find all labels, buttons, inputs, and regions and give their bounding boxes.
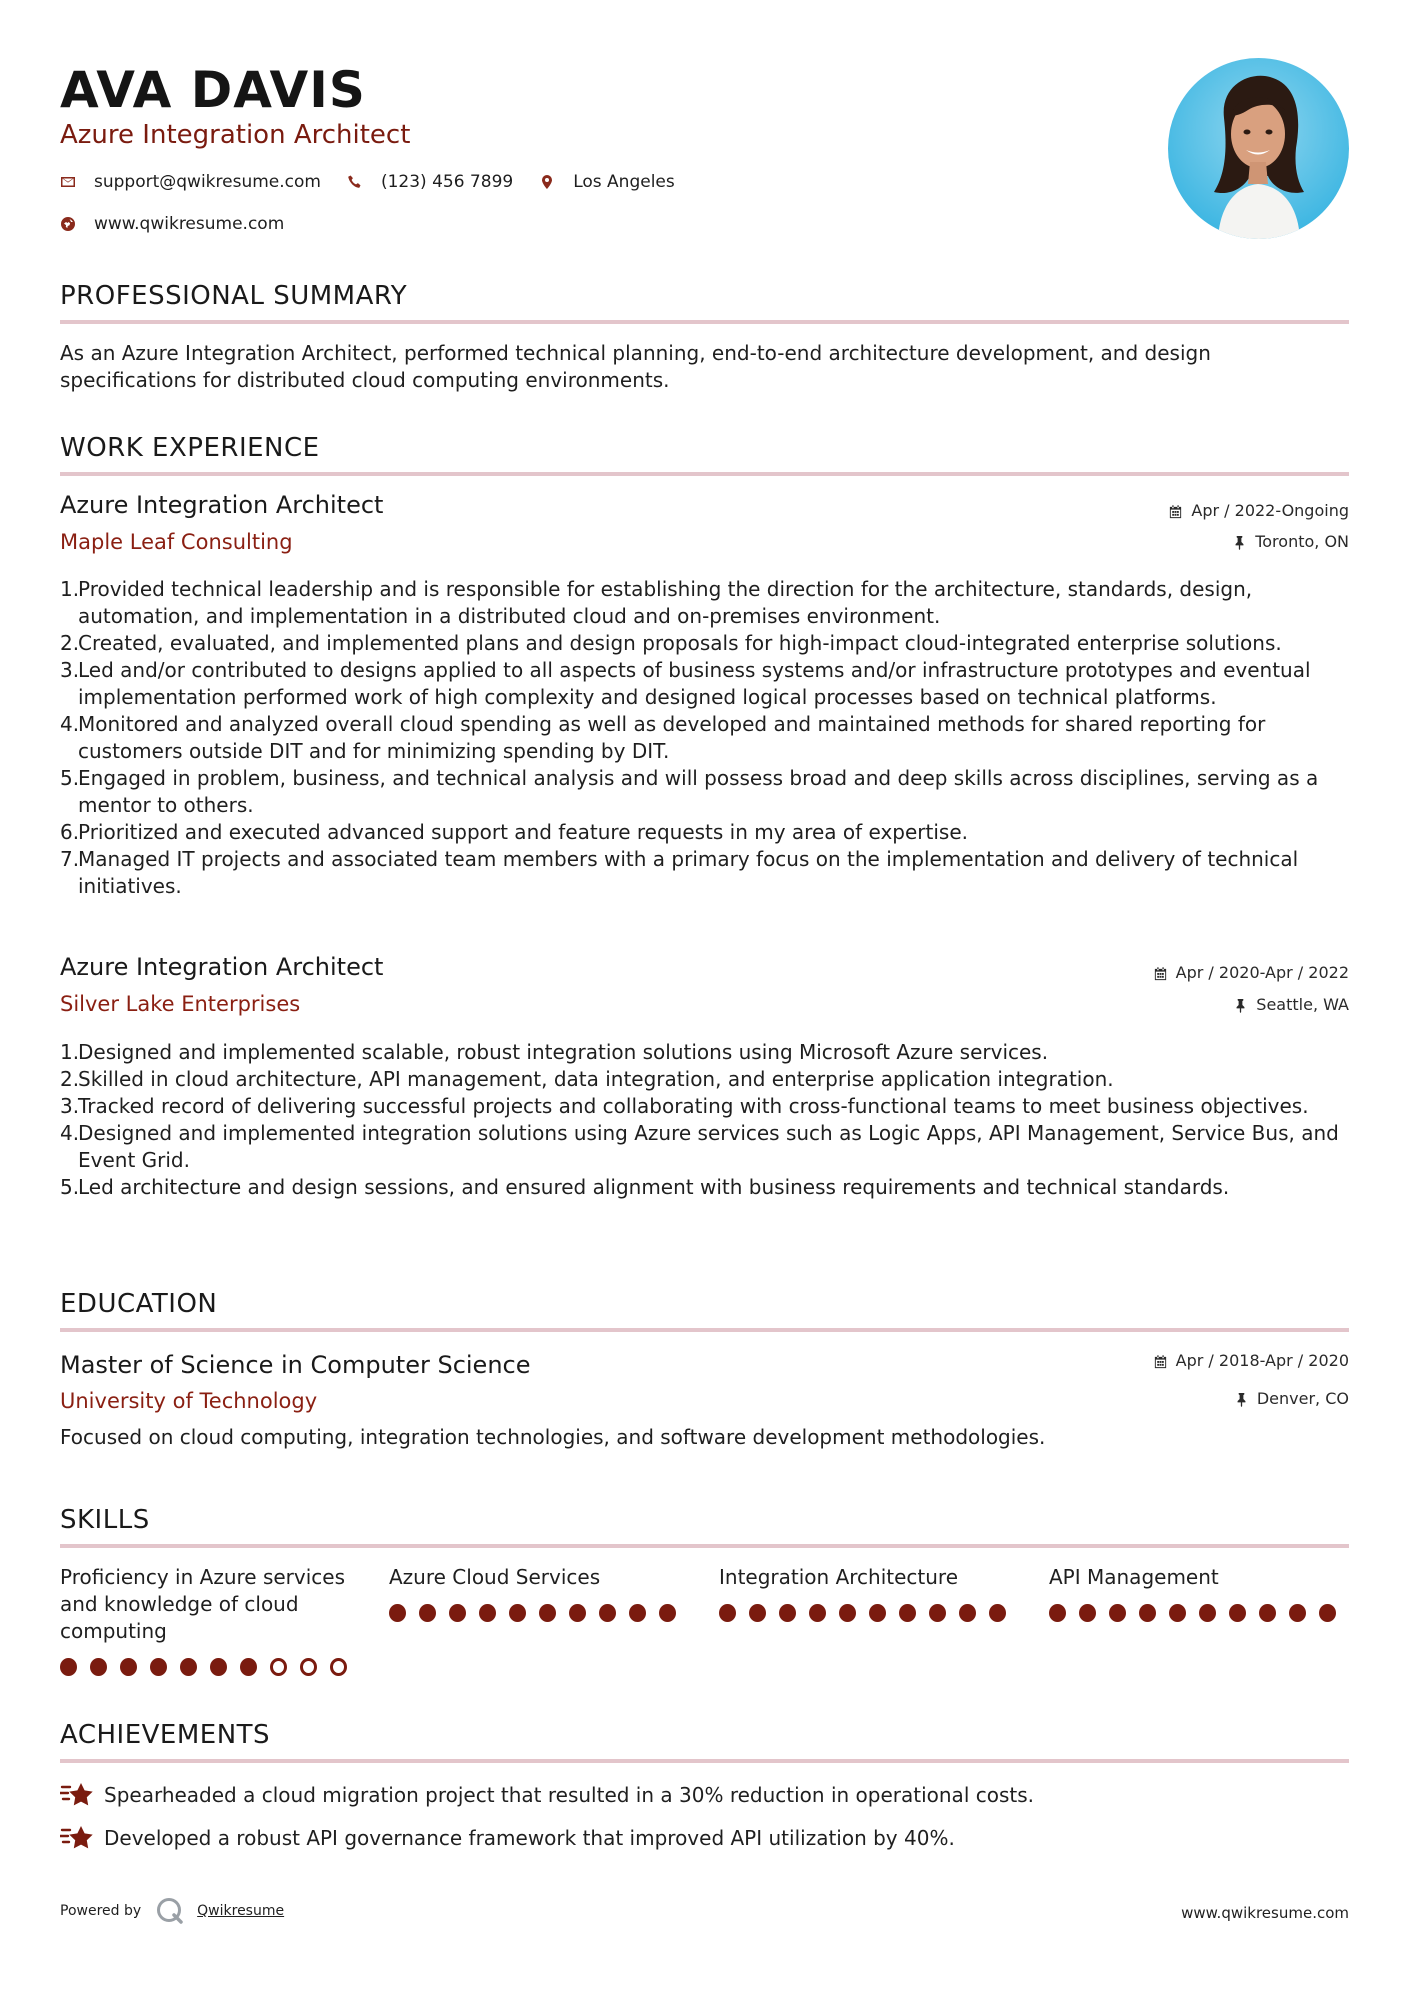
achievements-heading: ACHIEVEMENTS [60,1720,271,1750]
education-heading: EDUCATION [60,1289,218,1319]
skill-3-rating [719,1604,1019,1622]
calendar-icon [1153,1354,1168,1369]
pushpin-icon [1233,998,1248,1013]
rating-dot-filled [1319,1604,1336,1622]
education-divider [60,1328,1349,1332]
rating-dot-filled [479,1604,496,1622]
job-1-title: Azure Integration Architect [60,491,384,519]
rating-dot-filled [1169,1604,1186,1622]
skill-3 [719,1564,1019,1622]
rating-dot-filled [449,1604,466,1622]
rating-dot-filled [569,1604,586,1622]
contact-row-secondary [60,211,310,237]
job-2-location-text: Seattle, WA [1256,995,1349,1014]
rating-dot-filled [659,1604,676,1622]
calendar-icon [1168,504,1183,519]
profile-photo [1168,58,1349,239]
rating-dot-filled [60,1658,77,1676]
job-1-company: Maple Leaf Consulting [60,530,293,554]
education-location-text: Denver, CO [1256,1389,1349,1408]
rating-dot-filled [1109,1604,1126,1622]
list-item: Designed and implemented scalable, robust integration solutions using Microsoft Azure services. [78,1040,1049,1064]
mail-icon [60,174,76,190]
list-item: Tracked record of delivering successful projects and collaborating with cross-functional teams to meet business objectives. [78,1094,1309,1118]
rating-dot-filled [959,1604,976,1622]
candidate-role: Azure Integration Architect [60,120,411,150]
job-2-dates-text: Apr / 2020-Apr / 2022 [1175,963,1349,982]
skills-heading: SKILLS [60,1505,150,1535]
phone-text: (123) 456 7899 [380,172,514,192]
globe-icon [60,216,76,232]
qwikresume-logo-icon [155,1896,185,1926]
job-2-bullets [60,1039,1367,1201]
rating-dot-filled [719,1604,736,1622]
rating-dot-filled [120,1658,137,1676]
education-location [1234,1388,1349,1410]
list-item: Created, evaluated, and implemented plans and design proposals for high-impact cloud-integrated enterprise solutions. [78,631,1282,655]
summary-heading: PROFESSIONAL SUMMARY [60,281,408,311]
rating-dot-filled [989,1604,1006,1622]
rating-dot-filled [629,1604,646,1622]
rating-dot-filled [749,1604,766,1622]
footer-brand-link[interactable]: Qwikresume [197,1903,285,1919]
list-item: Led architecture and design sessions, and ensured alignment with business requirements and technical standards. [78,1175,1230,1199]
skills-divider [60,1544,1349,1548]
rating-dot-filled [150,1658,167,1676]
job-2-location [1233,994,1349,1016]
star-award-icon [60,1824,94,1852]
list-item: Skilled in cloud architecture, API management, data integration, and enterprise application integration. [78,1067,1114,1091]
rating-dot-filled [419,1604,436,1622]
skill-4 [1049,1564,1349,1622]
powered-by-label: Powered by [60,1903,142,1919]
list-item: Engaged in problem, business, and technical analysis and will possess broad and deep skills across disciplines, serving as a mentor to others. [78,766,1319,817]
rating-dot-empty [270,1658,287,1676]
rating-dot-filled [809,1604,826,1622]
summary-text: As an Azure Integration Architect, performed technical planning, end-to-end architecture development, and design specifications for distributed cloud computing environments. [60,341,1211,392]
rating-dot-filled [1289,1604,1306,1622]
rating-dot-filled [599,1604,616,1622]
star-award-icon [60,1781,94,1809]
skill-2 [389,1564,689,1622]
skill-1 [60,1564,360,1676]
rating-dot-filled [1199,1604,1216,1622]
rating-dot-filled [1049,1604,1066,1622]
avatar [1168,58,1349,239]
footer-powered-by [60,1896,284,1926]
job-1-location [1232,531,1349,553]
summary-divider [60,320,1349,324]
email-text: support@qwikresume.com [94,172,321,192]
candidate-name: AVA DAVIS [60,61,366,119]
achievement-2 [60,1824,955,1852]
rating-dot-filled [1079,1604,1096,1622]
phone-icon [347,174,363,190]
location-text: Los Angeles [573,172,675,192]
achievement-1-text: Spearheaded a cloud migration project that resulted in a 30% reduction in operational costs. [104,1782,1034,1807]
footer-url[interactable]: www.qwikresume.com [1181,1904,1349,1922]
education-degree: Master of Science in Computer Science [60,1351,531,1379]
list-item: Prioritized and executed advanced support and feature requests in my area of expertise. [78,820,969,844]
skill-1-label: Proficiency in Azure services and knowledge of cloud computing [60,1565,345,1643]
rating-dot-filled [839,1604,856,1622]
rating-dot-filled [180,1658,197,1676]
rating-dot-filled [929,1604,946,1622]
rating-dot-filled [389,1604,406,1622]
rating-dot-filled [240,1658,257,1676]
skill-2-label: Azure Cloud Services [389,1565,601,1589]
contact-row-primary [60,169,701,195]
skill-4-rating [1049,1604,1349,1622]
rating-dot-filled [1229,1604,1246,1622]
education-description: Focused on cloud computing, integration technologies, and software development methodologies. [60,1425,1046,1449]
pushpin-icon [1234,1392,1249,1407]
rating-dot-filled [210,1658,227,1676]
contact-location [539,172,675,192]
contact-email[interactable] [60,172,321,192]
achievement-2-text: Developed a robust API governance framework that improved API utilization by 40%. [104,1825,955,1850]
skill-1-rating [60,1658,360,1676]
achievement-1 [60,1781,1034,1809]
list-item: Provided technical leadership and is responsible for establishing the direction for the architecture, standards, design, automation, and implementation in a distributed cloud and on-premises environment. [78,577,1253,628]
website-text: www.qwikresume.com [94,214,285,234]
list-item: Monitored and analyzed overall cloud spending as well as developed and maintained methods for shared reporting for customers outside DIT and for minimizing spending by DIT. [78,712,1266,763]
job-2-company: Silver Lake Enterprises [60,992,301,1016]
job-1-bullets [60,576,1367,900]
rating-dot-filled [899,1604,916,1622]
pushpin-icon [1232,535,1247,550]
education-dates [1153,1350,1349,1372]
rating-dot-filled [509,1604,526,1622]
rating-dot-empty [330,1658,347,1676]
rating-dot-filled [1259,1604,1276,1622]
achievements-divider [60,1759,1349,1763]
experience-divider [60,472,1349,476]
skill-2-rating [389,1604,689,1622]
rating-dot-filled [90,1658,107,1676]
education-school: University of Technology [60,1389,318,1413]
skill-3-label: Integration Architecture [719,1565,959,1589]
calendar-icon [1153,966,1168,981]
list-item: Led and/or contributed to designs applied to all aspects of business systems and/or infrastructure prototypes and eventual implementation performed work of high complexity and designed logical processes based on technical platforms. [78,658,1311,709]
rating-dot-filled [779,1604,796,1622]
experience-heading: WORK EXPERIENCE [60,433,320,463]
rating-dot-filled [869,1604,886,1622]
contact-phone[interactable] [347,172,513,192]
rating-dot-filled [1139,1604,1156,1622]
contact-website[interactable] [60,214,284,234]
location-pin-icon [539,174,555,190]
job-1-dates [1168,500,1349,522]
job-1-location-text: Toronto, ON [1255,532,1349,551]
rating-dot-filled [539,1604,556,1622]
rating-dot-empty [300,1658,317,1676]
list-item: Managed IT projects and associated team members with a primary focus on the implementation and delivery of technical initiatives. [78,847,1299,898]
list-item: Designed and implemented integration solutions using Azure services such as Logic Apps, API Management, Service Bus, and Event Grid. [78,1121,1339,1172]
job-2-title: Azure Integration Architect [60,953,384,981]
skill-4-label: API Management [1049,1565,1219,1589]
job-1-dates-text: Apr / 2022-Ongoing [1191,501,1349,520]
job-2-dates [1153,962,1349,984]
education-dates-text: Apr / 2018-Apr / 2020 [1175,1351,1349,1370]
